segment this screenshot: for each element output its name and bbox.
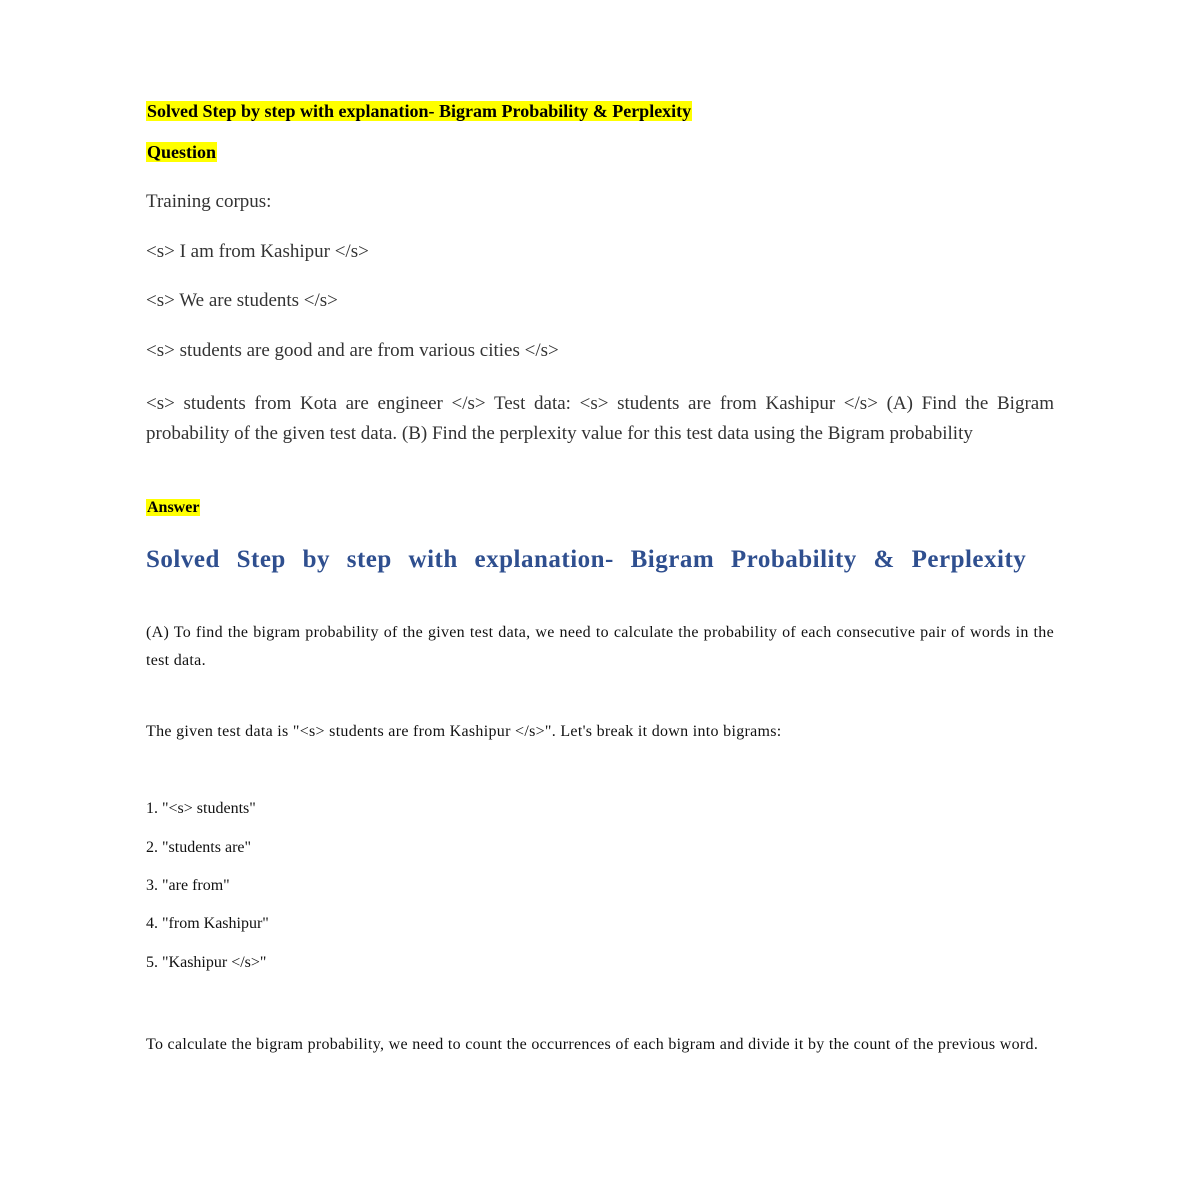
corpus-line-1: <s> I am from Kashipur </s> xyxy=(146,241,369,262)
document-page xyxy=(146,0,1054,1200)
corpus-line-3: <s> students are good and are from various cities </s> xyxy=(146,340,559,361)
answer-label-text: Answer xyxy=(147,499,200,516)
answer-heading: Solved Step by step with explanation- Bigram Probability & Perplexity xyxy=(146,546,1027,573)
corpus-line-2: <s> We are students </s> xyxy=(146,290,338,311)
bigram-list-item: 4. "from Kashipur" xyxy=(146,915,269,932)
question-label-text: Question xyxy=(147,142,217,162)
answer-paragraph-3: To calculate the bigram probability, we need to count the occurrences of each bigram and divide it by the count of the previous word. xyxy=(146,1036,1039,1053)
question-label xyxy=(146,141,217,164)
question-intro: Training corpus: xyxy=(146,191,272,212)
bigram-list-item: 1. "<s> students" xyxy=(146,800,256,817)
bigram-list-item: 5. "Kashipur </s>" xyxy=(146,954,267,971)
document-title-text: Solved Step by step with explanation- Bigram Probability & Perplexity xyxy=(147,101,692,121)
bigram-list-item: 3. "are from" xyxy=(146,877,230,894)
document-title xyxy=(146,100,692,123)
question-paragraph: <s> students from Kota are engineer </s> Test data: <s> students are from Kashipur </s> (A) Find the Bigram probability of the given test data. (B) Find the perplexity value for this test data using the Bigram probability xyxy=(146,393,1054,444)
answer-paragraph-1: (A) To find the bigram probability of the given test data, we need to calculate the probability of each consecutive pair of words in the test data. xyxy=(146,624,1054,669)
answer-label xyxy=(146,497,200,518)
answer-paragraph-2: The given test data is "<s> students are from Kashipur </s>". Let's break it down into bigrams: xyxy=(146,723,782,740)
bigram-list-item: 2. "students are" xyxy=(146,839,252,856)
